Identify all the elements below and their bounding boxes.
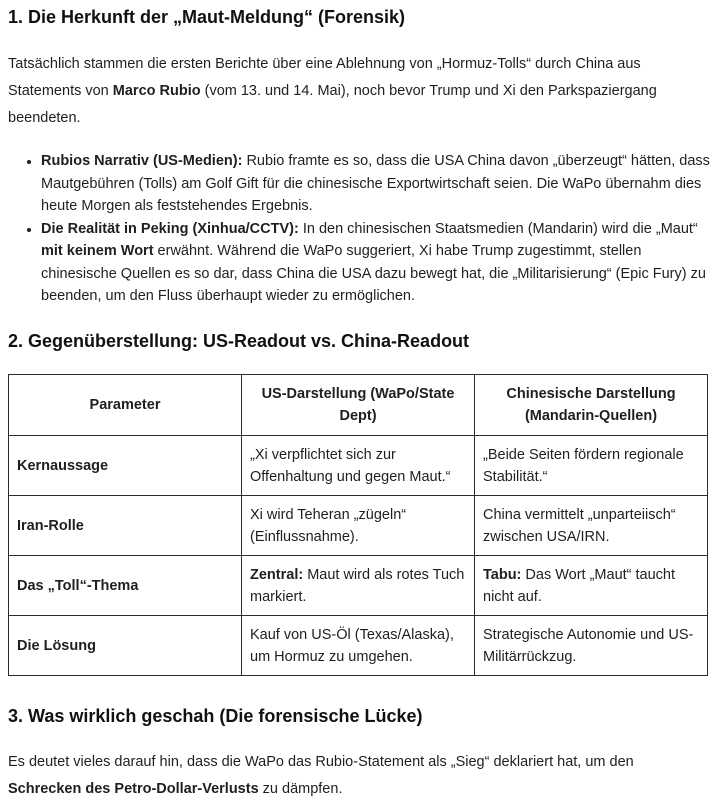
section-3-heading: 3. Was wirklich geschah (Die forensische Lücke) [8, 706, 423, 726]
cell-china: Strategische Autonomie und US-Militärrückzug. [475, 616, 708, 676]
cell-china: China vermittelt „unparteiisch“ zwischen USA/IRN. [475, 496, 708, 556]
section-2-heading: 2. Gegenüberstellung: US-Readout vs. China-Readout [8, 331, 470, 351]
section-3-paragraph: Es deutet vieles darauf hin, dass die WaPo das Rubio-Statement als „Sieg“ deklariert hat, um den Schrecken des Petro-Dollar-Verlusts zu dämpfen. [8, 754, 634, 797]
cell-parameter: Das „Toll“-Thema [9, 556, 242, 616]
table-row [9, 556, 708, 616]
list-item: • Die Realität in Peking (Xinhua/CCTV): In den chinesischen Staatsmedien (Mandarin) wird die „Maut“ mit keinem Wort erwähnt. Während die WaPo suggeriert, Xi habe Trump zugestimmt, stellen chinesische Quellen es so dar, dass China die USA dazu bewegt hat, die „Militarisierung“ (Epic Fury) zu beenden, um den Fluss überhaupt wieder zu ermöglichen. [41, 218, 711, 308]
cell-china: Tabu: Das Wort „Maut“ taucht nicht auf. [475, 556, 708, 616]
header-parameter: Parameter [9, 375, 242, 436]
section-1-bullet-list [8, 150, 711, 308]
cell-us: Zentral: Maut wird als rotes Tuch markiert. [242, 556, 475, 616]
section-1-heading: 1. Die Herkunft der „Maut-Meldung“ (Forensik) [8, 7, 406, 27]
section-1-intro: Tatsächlich stammen die ersten Berichte über eine Ablehnung von „Hormuz-Tolls“ durch China aus Statements von Marco Rubio (vom 13. und 14. Mai), noch bevor Trump und Xi den Parkspaziergang beendeten. [8, 56, 657, 126]
cell-china: „Beide Seiten fördern regionale Stabilität.“ [475, 436, 708, 496]
comparison-table [8, 374, 708, 676]
cell-us: Xi wird Teheran „zügeln“ (Einflussnahme). [242, 496, 475, 556]
cell-parameter: Die Lösung [9, 616, 242, 676]
cell-us: „Xi verpflichtet sich zur Offenhaltung und gegen Maut.“ [242, 436, 475, 496]
table-row [9, 496, 708, 556]
header-us: US-Darstellung (WaPo/State Dept) [242, 375, 475, 436]
cell-us: Kauf von US-Öl (Texas/Alaska), um Hormuz zu umgehen. [242, 616, 475, 676]
cell-parameter: Iran-Rolle [9, 496, 242, 556]
list-item: • Rubios Narrativ (US-Medien): Rubio framte es so, dass die USA China davon „überzeugt“ hätten, dass Mautgebühren (Tolls) am Golf Gift für die chinesische Exportwirtschaft seien. Die WaPo übernahm dies heute Morgen als feststehendes Ergebnis. [41, 150, 711, 218]
table-row [9, 436, 708, 496]
table-row [9, 616, 708, 676]
table-header-row [9, 375, 708, 436]
header-china: Chinesische Darstellung (Mandarin-Quellen) [475, 375, 708, 436]
cell-parameter: Kernaussage [9, 436, 242, 496]
